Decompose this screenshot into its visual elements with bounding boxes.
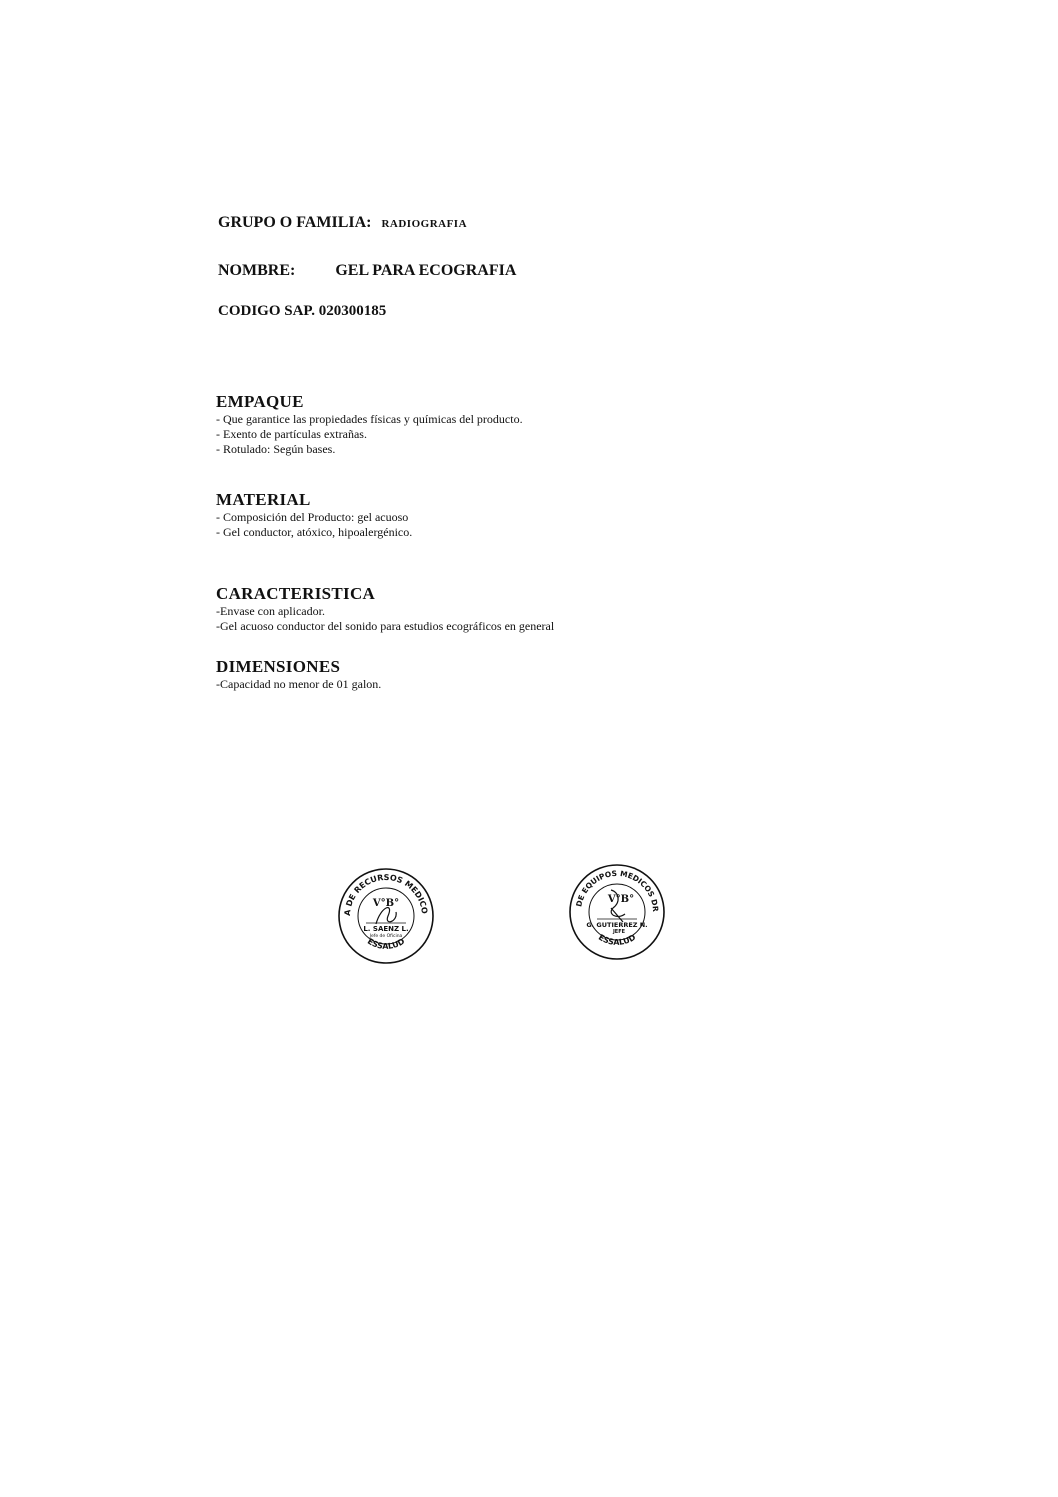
seal-left-icon <box>332 859 436 966</box>
list-item: - Composición del Producto: gel acuoso <box>216 510 409 524</box>
grupo-value: RADIOGRAFIA <box>381 218 468 230</box>
grupo-familia-line <box>218 214 467 232</box>
seal-left-vb: V°B° <box>372 898 400 909</box>
nombre-label: NOMBRE: <box>218 262 296 279</box>
section-material <box>216 490 776 540</box>
codigo-value: 020300185 <box>318 303 387 319</box>
list-item: -Gel acuoso conductor del sonido para estudios ecográficos en general <box>216 619 555 633</box>
seal-right-name: G. GUTIERREZ N. <box>586 921 648 929</box>
seal-right-vb: V°B° <box>607 894 635 905</box>
codigo-sap-line <box>218 303 386 320</box>
codigo-label: CODIGO SAP. <box>218 303 315 319</box>
section-empaque <box>216 392 776 457</box>
section-items-empaque <box>216 412 776 457</box>
list-item: -Capacidad no menor de 01 galon. <box>216 677 382 691</box>
signature-left <box>376 908 396 924</box>
seal-right-role: JEFE <box>612 929 626 935</box>
seal-left-ring-text: OFICINA DE RECURSOS MEDICOS GCPS <box>332 859 430 917</box>
seal-right-icon <box>563 855 667 962</box>
seal-right-bottom-text: ESSALUD <box>596 932 638 947</box>
section-title-dimensiones: DIMENSIONES <box>216 657 341 676</box>
seal-left-bottom-text: ESSALUD <box>365 936 407 951</box>
section-title-empaque: EMPAQUE <box>216 392 304 411</box>
list-item: - Gel conductor, atóxico, hipoalergénico. <box>216 525 413 539</box>
seal-right-ring-text: OFICINA DE EQUIPOS MEDICOS DRM GCPS <box>563 855 661 913</box>
list-item: - Exento de partículas extrañas. <box>216 427 367 441</box>
nombre-value: GEL PARA ECOGRAFIA <box>335 262 517 279</box>
seal-left-name: L. SAENZ L. <box>363 925 409 933</box>
section-items-material <box>216 510 776 540</box>
seal-left-role: Jefe de Oficina <box>369 934 403 939</box>
section-dimensiones <box>216 657 776 692</box>
section-caracteristica <box>216 584 776 634</box>
section-title-material: MATERIAL <box>216 490 311 509</box>
section-items-dimensiones <box>216 677 776 692</box>
seal-stamp-right <box>563 855 667 962</box>
list-item: - Que garantice las propiedades físicas y químicas del producto. <box>216 412 523 426</box>
section-title-caracteristica: CARACTERISTICA <box>216 584 376 603</box>
list-item: -Envase con aplicador. <box>216 604 325 618</box>
list-item: - Rotulado: Según bases. <box>216 442 336 456</box>
nombre-line <box>218 262 516 280</box>
grupo-label: GRUPO O FAMILIA: <box>218 214 372 231</box>
section-items-caracteristica <box>216 604 776 634</box>
seal-stamp-left <box>332 859 436 966</box>
